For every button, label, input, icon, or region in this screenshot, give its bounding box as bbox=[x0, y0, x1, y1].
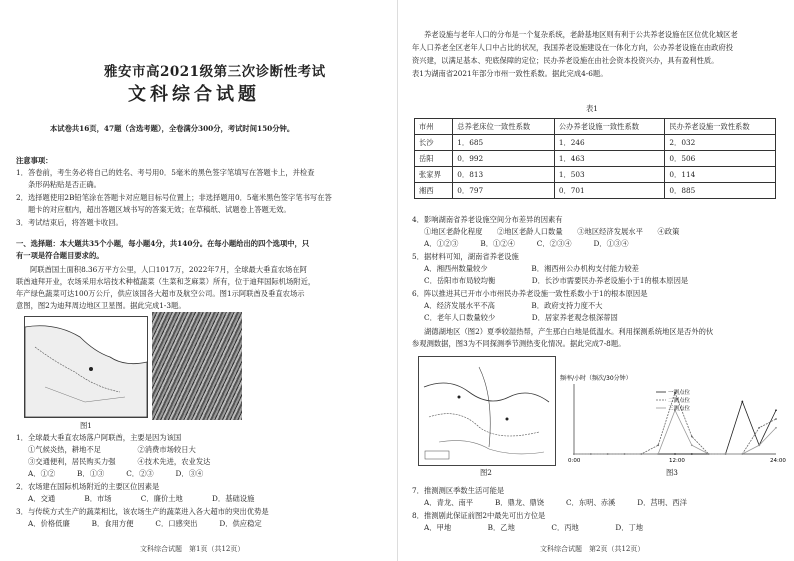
table-cell: 0．797 bbox=[453, 183, 555, 199]
table-cell: 0．114 bbox=[665, 167, 776, 183]
figure-2-caption: 图2 bbox=[480, 468, 492, 477]
table-cell: 湘西 bbox=[415, 183, 453, 199]
note-line: 3．考试结束后，将答题卡收回。 bbox=[16, 218, 123, 227]
passage-line: 阿联酋国土面积8.36万平方公里，人口1017万，2022年7月，全球最大垂直农场在阿 bbox=[30, 265, 307, 274]
legend-label: 二测点位 bbox=[668, 398, 691, 404]
table-header-cell: 市州 bbox=[415, 119, 453, 135]
question-8-choices: A．甲地 B．乙地 C．丙地 D．丁地 bbox=[424, 523, 644, 532]
x-tick-label: 24:00 bbox=[770, 458, 786, 464]
table-cell: 1．685 bbox=[453, 135, 555, 151]
data-point bbox=[775, 418, 777, 420]
table-row bbox=[415, 183, 776, 199]
note-line: 2．选择题使用2B铅笔涂在答题卡对应题目标号位置上；非选择题用0．5毫米黑色签字笔书写在答 bbox=[16, 193, 332, 202]
data-point bbox=[758, 427, 760, 429]
table-cell: 0．992 bbox=[453, 151, 555, 167]
table-row bbox=[415, 135, 776, 151]
data-point bbox=[758, 444, 760, 446]
passage-line: 联酋迪拜开业，农场采用水培技术种植蔬菜（生菜和芝麻菜）所有，位于迪拜国际机场附近， bbox=[16, 277, 316, 286]
question-2: 2．农场建在国际机场附近的主要区位因素是 bbox=[16, 482, 160, 491]
question-5-choices: C．岳阳市布局较均衡 D．长沙市需要民办养老设施小于1的根本原因是 bbox=[424, 276, 689, 285]
passage-line: 年产绿色蔬菜可达100万公斤，供应该国各大超市及航空公司。图1示阿联酋及垂直农场示 bbox=[16, 289, 305, 298]
question-4: 4．影响湖南省养老设施空间分布差异的因素有 bbox=[412, 215, 563, 224]
table-cell: 1．463 bbox=[554, 151, 665, 167]
table-row bbox=[415, 151, 776, 167]
table-cell: 张家界 bbox=[415, 167, 453, 183]
table-header-cell: 总养老床位一致性系数 bbox=[453, 119, 555, 135]
table-row bbox=[415, 167, 776, 183]
question-6-choices: C．老年人口数量较少 D．居家养老观念根深蒂固 bbox=[424, 313, 618, 322]
question-2-choices: A．交通 B．市场 C．廉价土地 D．基础设施 bbox=[28, 494, 255, 503]
data-point bbox=[624, 453, 626, 455]
data-point bbox=[590, 453, 592, 455]
exam-title: 雅安市高2021级第三次诊断性考试 bbox=[104, 64, 326, 80]
data-point bbox=[691, 453, 693, 455]
question-3-choices: A．价格低廉 B．食用方便 C．口感突出 D．供应稳定 bbox=[28, 519, 262, 528]
table-caption: 表1 bbox=[586, 104, 598, 113]
table-cell: 1．246 bbox=[554, 135, 665, 151]
x-tick-label: 12:00 bbox=[669, 458, 685, 464]
section-heading: 一、选择题：本大题共35个小题，每小题4分，共140分。在每小题给出的四个选项中，只 bbox=[16, 239, 310, 248]
passage-2-line: 参观测数据，图3为不同探测季节测热变化情况。据此完成7-8题。 bbox=[412, 339, 626, 348]
data-point bbox=[708, 453, 710, 455]
table-cell: 0．813 bbox=[453, 167, 555, 183]
table-cell: 0．506 bbox=[665, 151, 776, 167]
data-point bbox=[607, 453, 609, 455]
figure-2-satellite-image bbox=[152, 312, 242, 420]
chart-title: 频率/小时（频次/30分钟） bbox=[560, 375, 632, 382]
exam-info: 本试卷共16页，47题（含选考题），全卷满分300分，考试时间150分钟。 bbox=[50, 124, 295, 133]
notes-heading: 注意事项： bbox=[16, 156, 53, 165]
table-header-cell: 公办养老设施一致性系数 bbox=[554, 119, 665, 135]
legend-label: 一测点位 bbox=[668, 390, 691, 396]
series-line bbox=[574, 410, 776, 454]
data-point bbox=[741, 401, 743, 403]
figure-2-map bbox=[418, 356, 556, 466]
data-point bbox=[725, 453, 727, 455]
table-header-cell: 民办养老设施一致性系数 bbox=[665, 119, 776, 135]
question-4-options: ①地区老龄化程度 ②地区老龄人口数量 ③地区经济发展水平 ④政策 bbox=[424, 227, 680, 236]
legend-label: 三测点位 bbox=[668, 406, 691, 412]
table-1 bbox=[414, 118, 776, 199]
data-point bbox=[741, 453, 743, 455]
x-tick-label: 0:00 bbox=[568, 458, 581, 464]
note-line: 1．答卷前，考生务必将自己的姓名、考号用0．5毫米的黑色签字笔填写在答题卡上，并检查 bbox=[16, 168, 315, 177]
table-cell: 1．503 bbox=[554, 167, 665, 183]
table-cell: 岳阳 bbox=[415, 151, 453, 167]
section-heading-cont: 有一项是符合题目要求的。 bbox=[16, 251, 104, 260]
intro-line: 资兴建，以满足基本、兜底保障的定位；民办养老设施在由社会资本投资兴办，具有盈利性质。 bbox=[412, 56, 719, 65]
question-1: 1．全球最大垂直农场落户阿联酋，主要是因为该国 bbox=[16, 433, 182, 442]
data-point bbox=[775, 409, 777, 411]
note-line: 条形码粘贴是否正确。 bbox=[28, 180, 101, 189]
data-point bbox=[691, 436, 693, 438]
data-point bbox=[640, 453, 642, 455]
table-cell: 0．885 bbox=[665, 183, 776, 199]
left-footer: 文科综合试题 第1页（共12页） bbox=[140, 545, 245, 553]
table-cell: 2．032 bbox=[665, 135, 776, 151]
question-7-choices: A．青龙、南平 B．鼎龙、鼎饶 C．东明、赤溪 D．莒明、西洋 bbox=[424, 498, 687, 507]
table-cell: 0．701 bbox=[554, 183, 665, 199]
intro-line: 表1为湖南省2021年部分市州一致性系数。据此完成4-6题。 bbox=[412, 69, 608, 78]
question-6-choices: A．经济发展水平不高 B．政府支持力度不大 bbox=[424, 301, 603, 310]
figure-3-chart bbox=[560, 372, 786, 466]
data-point bbox=[657, 444, 659, 446]
question-4-choices: A．①②③ B．①②④ C．②③④ D．①③④ bbox=[424, 239, 629, 248]
intro-line: 年人口养老全区老年人口中占比的状况，我国养老设施建设在一体化方向，公办养老设施在由政府投 bbox=[412, 43, 734, 52]
question-6: 6．阵以推进其已开市小市州民办养老设施一致性系数小于1的根本原因是 bbox=[412, 289, 648, 298]
intro-line: 养老设施与老年人口的分布是一个复杂系统，老龄基地区则有利于公共养老设施在区位优化城区老 bbox=[424, 30, 738, 39]
right-footer: 文科综合试题 第2页（共12页） bbox=[540, 545, 645, 553]
figure-1-map bbox=[24, 316, 148, 418]
data-point bbox=[674, 453, 676, 455]
question-1-options: ①气候炎热，耕地不足 ②消费市场较日大 bbox=[28, 445, 196, 454]
data-point bbox=[691, 444, 693, 446]
data-point bbox=[775, 427, 777, 429]
note-line: 题卡的对应框内，超出答题区域书写的答案无效；在草稿纸、试题卷上答题无效。 bbox=[28, 205, 291, 214]
question-1-options: ③交通便利，居民购买力强 ④技术先进，农业发达 bbox=[28, 457, 211, 466]
question-1-choices: A．①② B．①③ C．②③ D．③④ bbox=[28, 469, 204, 478]
question-3: 3．与传统方式生产的蔬菜相比，该农场生产的蔬菜进入各大超市的突出优势是 bbox=[16, 507, 269, 516]
data-point bbox=[657, 453, 659, 455]
figure-3-caption: 图3 bbox=[666, 468, 678, 477]
passage-line: 意图，图2为迪拜周边地区卫星图。据此完成1-3题。 bbox=[16, 301, 186, 310]
passage-2-line: 湖德湖地区（图2）夏季较湿热帮，产生那白白地是低温水。利用探测系统地区是否外的伙 bbox=[424, 327, 714, 336]
table-cell: 长沙 bbox=[415, 135, 453, 151]
question-5: 5．据材料可知，湖南省养老设施 bbox=[412, 252, 519, 261]
legend bbox=[656, 388, 691, 412]
question-5-choices: A．湘西州数量较少 B．湘西州公办机构支付能力较差 bbox=[424, 264, 639, 273]
exam-subtitle: 文科综合试题 bbox=[128, 84, 260, 105]
question-7: 7．推测测区季数生活可能是 bbox=[412, 486, 505, 495]
question-8: 8．推测剧此保证前图2中最先可出方位是 bbox=[412, 511, 546, 520]
data-point bbox=[573, 453, 575, 455]
table-header-row bbox=[415, 119, 776, 135]
figure-1-caption: 图1 bbox=[80, 421, 92, 430]
